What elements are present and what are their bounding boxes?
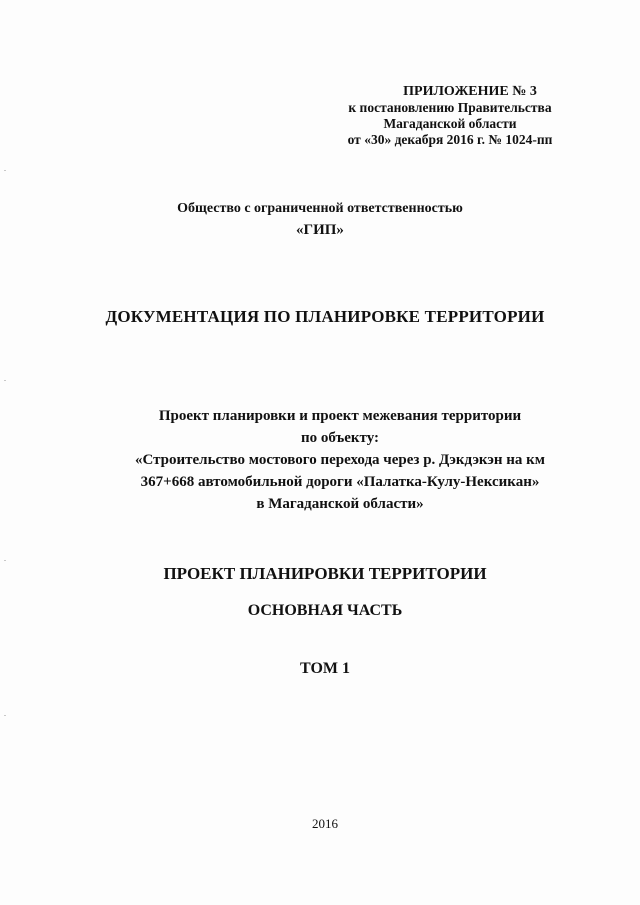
appendix-line-1: к постановлению Правительства — [348, 100, 552, 115]
document-title: ДОКУМЕНТАЦИЯ ПО ПЛАНИРОВКЕ ТЕРРИТОРИИ — [105, 307, 545, 326]
appendix-header — [300, 84, 600, 148]
section-title: ПРОЕКТ ПЛАНИРОВКИ ТЕРРИТОРИИ — [163, 564, 487, 583]
document-year: 2016 — [312, 816, 338, 831]
appendix-title: ПРИЛОЖЕНИЕ № 3 — [403, 84, 537, 99]
project-line-2: по объекту: — [300, 430, 380, 446]
project-line-4: 367+668 автомобильной дороги «Палатка-Кулу-Нексикан» — [140, 474, 540, 490]
organization-name: Общество с ограниченной ответственностью — [177, 201, 463, 216]
project-line-5: в Магаданской области» — [256, 496, 424, 512]
scan-speck — [4, 560, 6, 561]
project-description — [60, 405, 620, 515]
scan-speck — [4, 380, 6, 381]
project-line-1: Проект планировки и проект межевания территории — [158, 408, 522, 424]
project-line-3: «Строительство мостового перехода через р. Дэкдэкэн на км — [134, 452, 545, 468]
section-part: ОСНОВНАЯ ЧАСТЬ — [247, 602, 403, 619]
section-volume: ТОМ 1 — [299, 660, 350, 677]
appendix-line-2: Магаданской области — [383, 116, 517, 131]
scan-speck — [4, 715, 6, 716]
appendix-line-3: от «30» декабря 2016 г. № 1024-пп — [347, 132, 553, 147]
scan-speck — [4, 170, 6, 171]
organization-abbr: «ГИП» — [296, 222, 344, 238]
